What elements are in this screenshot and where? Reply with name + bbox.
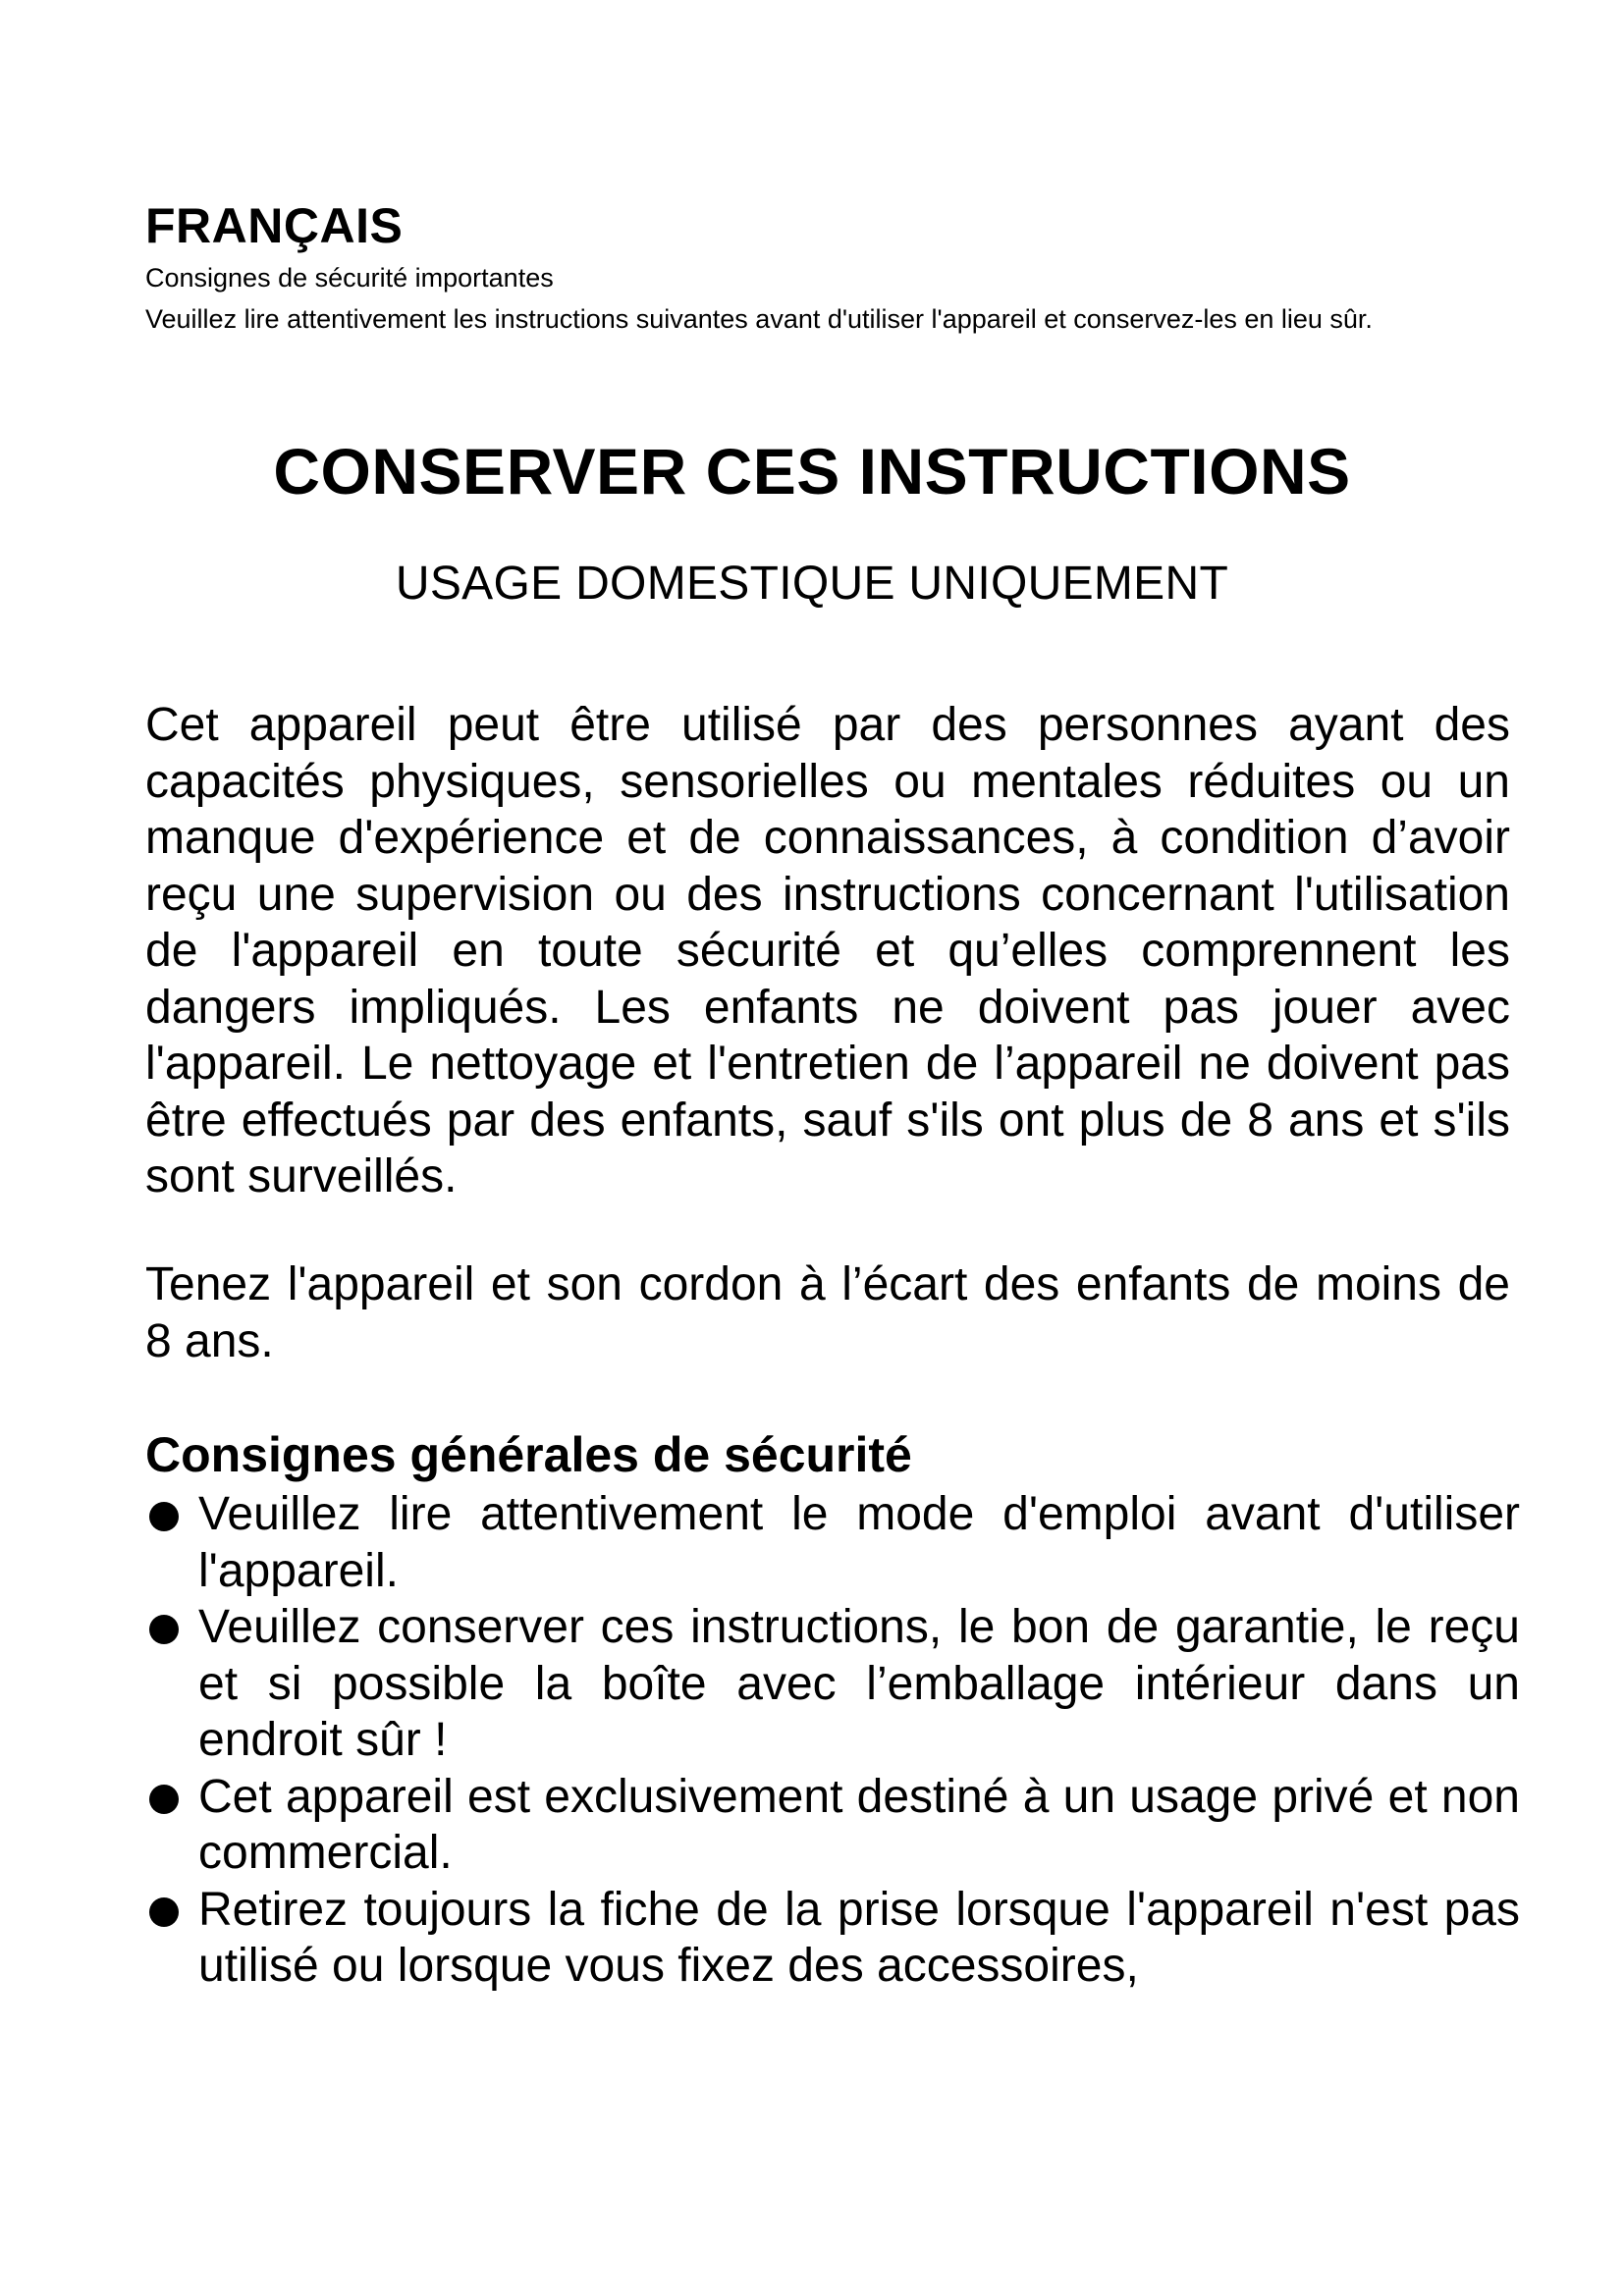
list-item-text: Veuillez conserver ces instructions, le bon de garantie, le reçu et si possible la boîte avec l’emballage intérieur dans un endroit sûr ! xyxy=(198,1601,1520,1766)
safety-list xyxy=(145,1486,1520,1995)
usage-notice: USAGE DOMESTIQUE UNIQUEMENT xyxy=(395,558,1229,610)
list-item-text: Cet appareil est exclusivement destiné à un usage privé et non commercial. xyxy=(198,1770,1520,1879)
list-item xyxy=(145,1769,1520,1882)
safety-subtitle: Consignes de sécurité importantes xyxy=(145,263,554,293)
bullet-icon xyxy=(149,1785,179,1814)
list-item xyxy=(145,1486,1520,1599)
intro-text: Veuillez lire attentivement les instructions suivantes avant d'utiliser l'appareil et conservez-les en lieu sûr. xyxy=(145,304,1373,334)
list-item-text: Retirez toujours la fiche de la prise lorsque l'appareil n'est pas utilisé ou lorsque vous fixez des accessoires, xyxy=(198,1883,1520,1992)
language-heading: FRANÇAIS xyxy=(145,198,404,253)
list-item-text: Veuillez lire attentivement le mode d'emploi avant d'utiliser l'appareil. xyxy=(198,1488,1520,1597)
list-item xyxy=(145,1882,1520,1995)
bullet-icon xyxy=(149,1897,179,1927)
main-title: CONSERVER CES INSTRUCTIONS xyxy=(273,435,1351,507)
capability-paragraph: Cet appareil peut être utilisé par des personnes ayant des capacités physiques, sensorielles ou mentales réduites ou un manque d'expérience et de connaissances, à condition d’avoir reçu une supervision ou des instructions concernant l'utilisation de l'appareil en toute sécurité et qu’elles comprennent les dangers impliqués. Les enfants ne doivent pas jouer avec l'appareil. Le nettoyage et l'entretien de l’appareil ne doivent pas être effectués par des enfants, sauf s'ils ont plus de 8 ans et s'ils sont surveillés. xyxy=(145,699,1510,1202)
bullet-icon xyxy=(149,1502,179,1531)
children-paragraph: Tenez l'appareil et son cordon à l’écart des enfants de moins de 8 ans. xyxy=(145,1258,1510,1367)
section-heading: Consignes générales de sécurité xyxy=(145,1427,912,1482)
bullet-icon xyxy=(149,1615,179,1644)
list-item xyxy=(145,1599,1520,1769)
